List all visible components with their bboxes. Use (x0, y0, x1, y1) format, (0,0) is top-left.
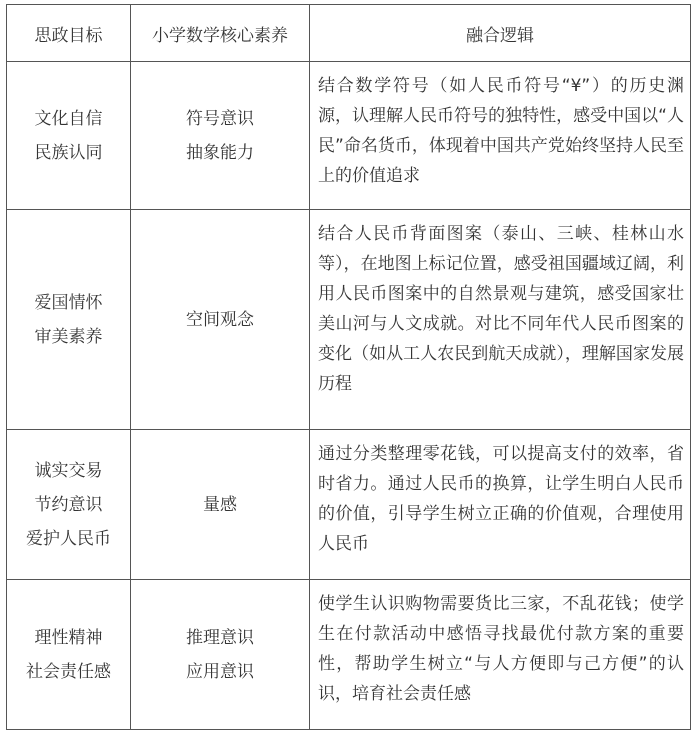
skill-cell (131, 62, 310, 210)
header-logic: 融合逻辑 (310, 5, 691, 62)
ideology-math-table (6, 4, 691, 730)
table-row (7, 430, 691, 580)
header-row (7, 5, 691, 62)
goal-cell (7, 210, 131, 430)
header-goal: 思政目标 (7, 5, 131, 62)
goal-text: 诚实交易 (34, 460, 103, 481)
logic-cell: 结合人民币背面图案（泰山、三峡、桂林山水等），在地图上标记位置，感受祖国疆域辽阔，利用人民币图案中的自然景观与建筑，感受国家壮美山河与人文成就。对比不同年代人民币图案的变化（如从工人农民到航天成就），理解国家发展历程 (310, 210, 691, 430)
table-row (7, 580, 691, 730)
skill-text: 符号意识 (186, 108, 254, 129)
goal-cell (7, 430, 131, 580)
goal-text: 文化自信 (34, 108, 103, 129)
skill-text: 推理意识 (186, 627, 254, 648)
skill-text: 抽象能力 (186, 142, 254, 163)
skill-cell (131, 430, 310, 580)
logic-cell: 使学生认识购物需要货比三家，不乱花钱；使学生在付款活动中感悟寻找最优付款方案的重要性，帮助学生树立“与人方便即与己方便”的认识，培育社会责任感 (310, 580, 691, 730)
skill-text: 空间观念 (186, 309, 254, 330)
goal-text: 社会责任感 (26, 661, 111, 682)
goal-text: 爱护人民币 (26, 528, 111, 549)
header-skill: 小学数学核心素养 (131, 5, 310, 62)
logic-cell: 结合数学符号（如人民币符号“¥”）的历史渊源，认理解人民币符号的独特性，感受中国以“人民”命名货币，体现着中国共产党始终坚持人民至上的价值追求 (310, 62, 691, 210)
goal-text: 审美素养 (34, 326, 103, 347)
goal-cell (7, 580, 131, 730)
goal-text: 节约意识 (34, 494, 103, 515)
goal-cell (7, 62, 131, 210)
goal-text: 民族认同 (34, 142, 103, 163)
skill-text: 量感 (203, 494, 237, 515)
skill-text: 应用意识 (186, 661, 254, 682)
table-row (7, 210, 691, 430)
goal-text: 爱国情怀 (34, 292, 103, 313)
skill-cell (131, 210, 310, 430)
logic-cell: 通过分类整理零花钱，可以提高支付的效率，省时省力。通过人民币的换算，让学生明白人民币的价值，引导学生树立正确的价值观，合理使用人民币 (310, 430, 691, 580)
skill-cell (131, 580, 310, 730)
table-row (7, 62, 691, 210)
goal-text: 理性精神 (34, 627, 103, 648)
